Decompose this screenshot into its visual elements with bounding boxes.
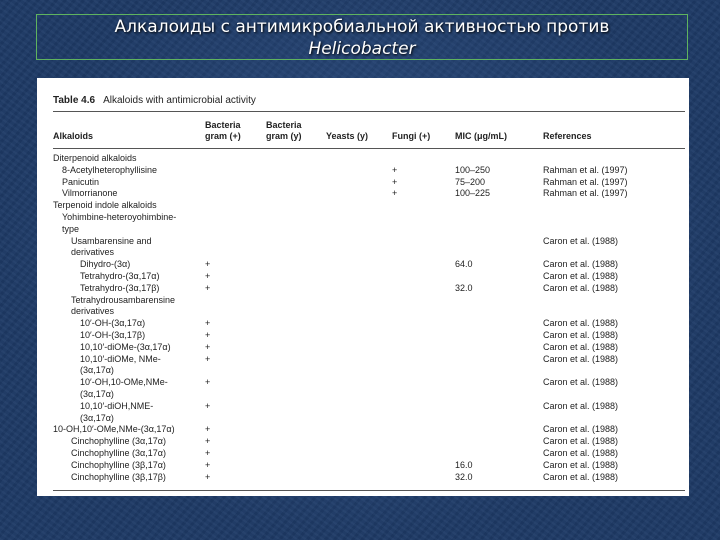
alkaloid-name: Usambarensine and	[71, 235, 152, 246]
table-row	[53, 236, 685, 247]
table-row	[53, 365, 685, 376]
table-row	[53, 472, 685, 483]
table-image	[37, 78, 689, 496]
header-references: References	[543, 131, 592, 141]
table-top-rule	[53, 111, 685, 112]
bacteria-pos-cell: +	[205, 436, 211, 447]
reference-cell: Caron et al. (1988)	[543, 459, 619, 470]
table-row	[53, 271, 685, 282]
table-row	[53, 212, 685, 223]
alkaloid-name: derivatives	[71, 306, 115, 317]
reference-cell: Caron et al. (1988)	[543, 259, 619, 270]
reference-cell: Caron et al. (1988)	[543, 471, 619, 482]
header-alkaloids: Alkaloids	[53, 131, 94, 141]
table-row	[53, 460, 685, 471]
table-row	[53, 177, 685, 188]
table-label: Table 4.6	[53, 95, 96, 106]
table-row	[53, 377, 685, 388]
table-row	[53, 247, 685, 258]
fungi-cell: +	[392, 176, 398, 187]
alkaloid-name: Tetrahydro-(3α,17α)	[80, 271, 160, 281]
bacteria-pos-cell: +	[205, 377, 211, 388]
alkaloid-name: 10,10′-diOH,NME-	[80, 400, 154, 411]
table-row	[53, 283, 685, 294]
alkaloid-name: 10′-OH-(3α,17α)	[80, 318, 146, 329]
alkaloid-name: 8-Acetylheterophyllisine	[62, 164, 158, 175]
table-row	[53, 354, 685, 365]
slide-title-line1: Алкалоиды с антимикробиальной активностью против	[114, 17, 610, 37]
header-yeasts: Yeasts (y)	[326, 131, 369, 141]
table-row	[53, 389, 685, 400]
bacteria-pos-cell: +	[205, 424, 211, 435]
alkaloid-name: (3α,17α)	[80, 389, 114, 399]
bacteria-pos-cell: +	[205, 271, 211, 281]
header-bacteria-pos: Bacteria gram (+)	[205, 120, 241, 141]
table-row	[53, 306, 685, 317]
alkaloid-name: (3α,17α)	[80, 365, 114, 376]
header-fungi: Fungi (+)	[392, 131, 431, 141]
reference-cell: Caron et al. (1988)	[543, 424, 619, 435]
reference-cell: Caron et al. (1988)	[543, 330, 619, 340]
table-row	[53, 188, 685, 199]
table-row	[53, 224, 685, 235]
table-row	[53, 413, 685, 424]
table-row	[53, 295, 685, 306]
mic-cell: 32.0	[455, 282, 473, 293]
mic-cell: 16.0	[455, 459, 473, 470]
bacteria-pos-cell: +	[205, 471, 211, 482]
alkaloid-name: Tetrahydro-(3α,17β)	[80, 282, 160, 293]
alkaloid-name: Cinchophylline (3α,17α)	[71, 448, 166, 458]
alkaloid-name: Cinchophylline (3α,17α)	[71, 436, 166, 447]
alkaloid-name: Diterpenoid alkaloids	[53, 153, 137, 163]
table-caption-text: Alkaloids with antimicrobial activity	[103, 95, 256, 106]
table-row	[53, 330, 685, 341]
alkaloid-name: 10-OH,10′-OMe,NMe-(3α,17α)	[53, 424, 175, 435]
alkaloid-name: 10,10′-diOMe-(3α,17α)	[80, 341, 171, 352]
alkaloid-name: Cinchophylline (3β,17α)	[71, 459, 166, 470]
alkaloid-name: Vilmorrianone	[62, 188, 118, 199]
reference-cell: Rahman et al. (1997)	[543, 176, 628, 187]
alkaloid-name: (3α,17α)	[80, 412, 114, 423]
table-row	[53, 153, 685, 164]
mic-cell: 64.0	[455, 259, 473, 270]
mic-cell: 100–250	[455, 164, 491, 175]
mic-cell: 32.0	[455, 471, 473, 482]
alkaloid-name: 10′-OH,10-OMe,NMe-	[80, 377, 168, 388]
table-row	[53, 401, 685, 412]
bacteria-pos-cell: +	[205, 353, 211, 364]
reference-cell: Caron et al. (1988)	[543, 353, 619, 364]
alkaloid-name: Tetrahydrousambarensine	[71, 294, 176, 305]
table-row	[53, 259, 685, 270]
bacteria-pos-cell: +	[205, 400, 211, 411]
reference-cell: Caron et al. (1988)	[543, 400, 619, 411]
reference-cell: Rahman et al. (1997)	[543, 164, 628, 175]
table-row	[53, 200, 685, 211]
reference-cell: Caron et al. (1988)	[543, 448, 619, 458]
table-row	[53, 342, 685, 353]
alkaloid-name: 10′-OH-(3α,17β)	[80, 330, 146, 340]
table-caption	[53, 95, 256, 106]
alkaloid-name: Cinchophylline (3β,17β)	[71, 471, 166, 482]
header-mic: MIC (μg/mL)	[455, 131, 507, 141]
mic-cell: 100–225	[455, 188, 491, 199]
bacteria-pos-cell: +	[205, 318, 211, 329]
table-bottom-rule	[53, 490, 685, 491]
mic-cell: 75–200	[455, 176, 486, 187]
table-row	[53, 424, 685, 435]
bacteria-pos-cell: +	[205, 459, 211, 470]
fungi-cell: +	[392, 188, 398, 199]
reference-cell: Caron et al. (1988)	[543, 436, 619, 447]
table-row	[53, 448, 685, 459]
bacteria-pos-cell: +	[205, 448, 211, 458]
slide-title-line2: Helicobacter	[308, 39, 416, 59]
bacteria-pos-cell: +	[205, 282, 211, 293]
reference-cell: Caron et al. (1988)	[543, 377, 619, 388]
fungi-cell: +	[392, 164, 398, 175]
slide-title	[36, 14, 688, 60]
bacteria-pos-cell: +	[205, 259, 211, 270]
alkaloid-name: 10,10′-diOMe, NMe-	[80, 353, 161, 364]
table-row	[53, 436, 685, 447]
bacteria-pos-cell: +	[205, 330, 211, 340]
alkaloid-name: derivatives	[71, 247, 115, 258]
reference-cell: Caron et al. (1988)	[543, 235, 619, 246]
alkaloid-name: Terpenoid indole alkaloids	[53, 200, 157, 211]
reference-cell: Caron et al. (1988)	[543, 341, 619, 352]
reference-cell: Caron et al. (1988)	[543, 271, 619, 281]
reference-cell: Caron et al. (1988)	[543, 318, 619, 329]
bacteria-pos-cell: +	[205, 341, 211, 352]
table-row	[53, 318, 685, 329]
reference-cell: Caron et al. (1988)	[543, 282, 619, 293]
table-header-rule	[53, 148, 685, 149]
alkaloid-name: type	[62, 223, 80, 234]
table-row	[53, 165, 685, 176]
alkaloid-name: Dihydro-(3α)	[80, 259, 131, 270]
header-bacteria-neg: Bacteria gram (y)	[266, 120, 302, 141]
alkaloid-name: Panicutin	[62, 176, 100, 187]
alkaloid-name: Yohimbine-heteroyohimbine-	[62, 212, 177, 222]
reference-cell: Rahman et al. (1997)	[543, 188, 628, 199]
